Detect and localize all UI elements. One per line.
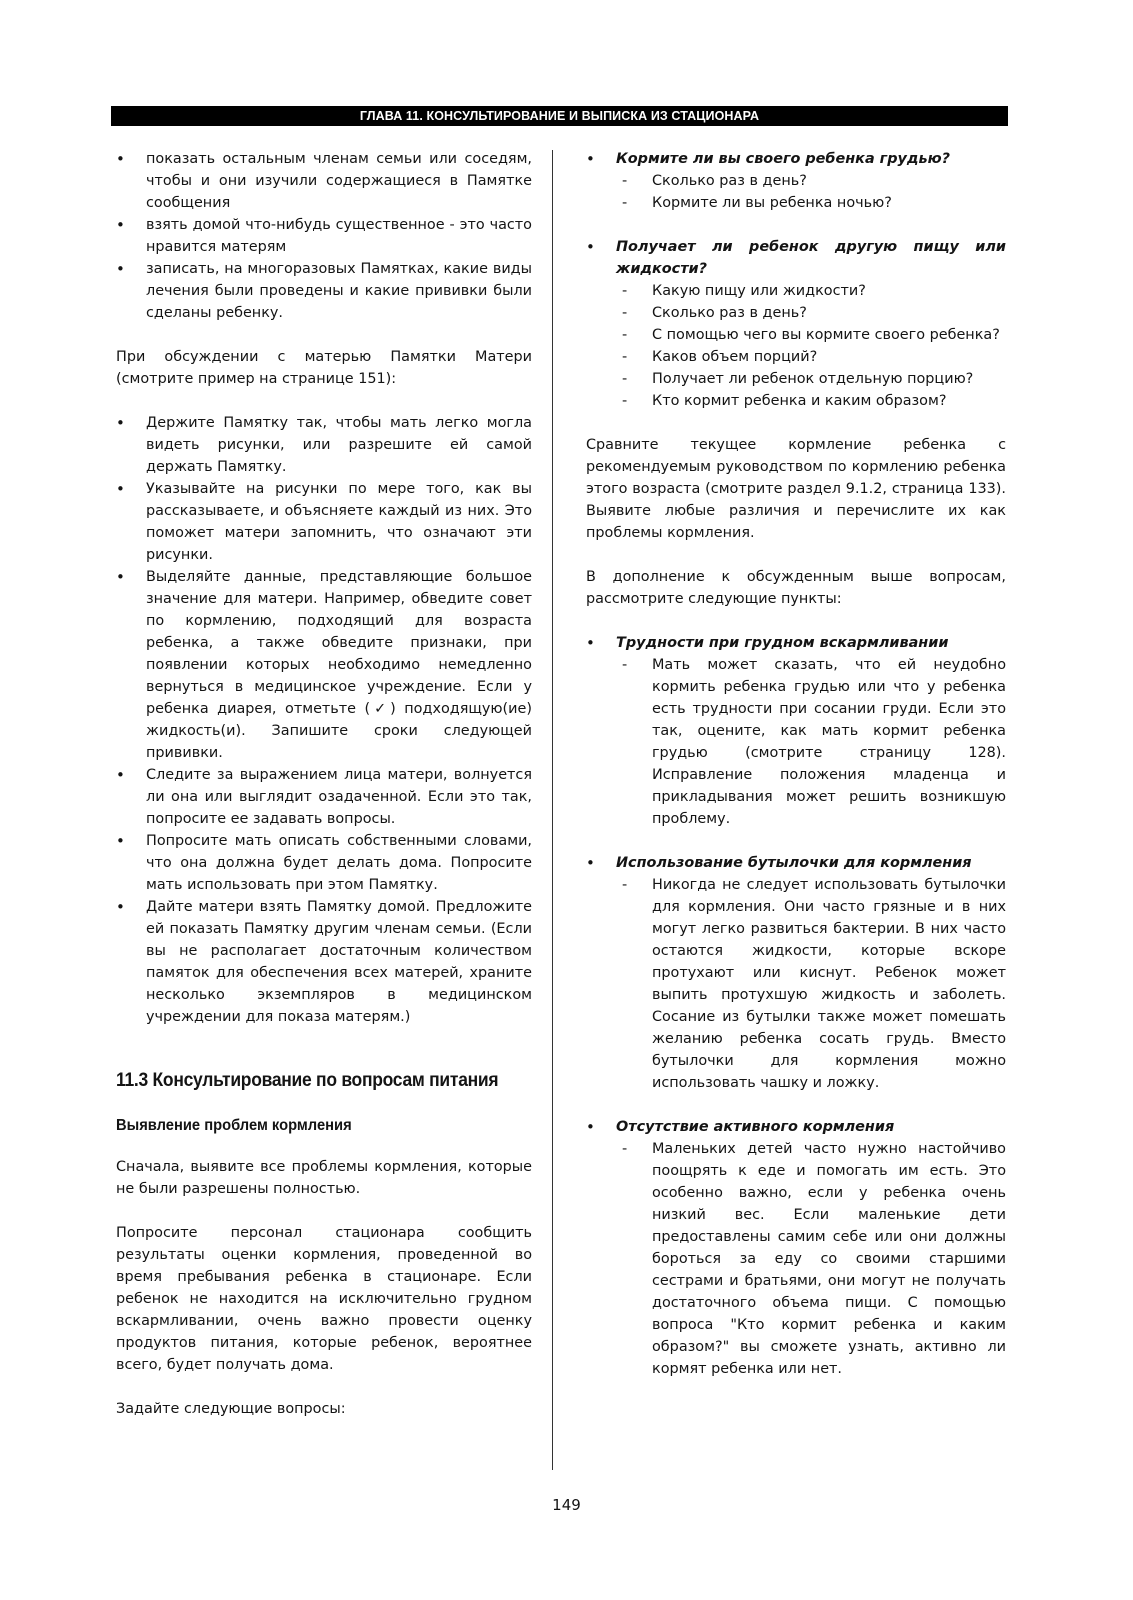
list-item: • Выделяйте данные, представляющие большое значение для матери. Например, обведите совет по кормлению, подходящий для возраста ребенка, а также обведите признаки, при появлении которых необходимо немедленно вернуться в медицинское учреждение. Если у ребенка диарея, отметьте (✓) подходящую(ие) жидкость(и). Запишите сроки следующей прививки.: [116, 566, 532, 764]
right-column: [586, 148, 1006, 1380]
paragraph: Сначала, выявите все проблемы кормления, которые не были разрешены полностью.: [116, 1159, 532, 1197]
paragraph: Сравните текущее кормление ребенка с рекомендуемым руководством по кормлению ребенка этого возраста (смотрите раздел 9.1.2, страница 133). Выявите любые различия и перечислите их как проблемы кормления.: [586, 437, 1006, 541]
list-item: [586, 632, 1006, 830]
sub-list: [616, 1138, 1006, 1380]
page-number: 149: [552, 1496, 581, 1514]
list-item: [586, 236, 1006, 412]
left-column: [116, 148, 532, 1420]
paragraph: Задайте следующие вопросы:: [116, 1401, 346, 1417]
point-list-3: [586, 1116, 1006, 1380]
list-item: [586, 852, 1006, 1094]
list-item: • Указывайте на рисунки по мере того, как вы рассказываете, и объясняете каждый из них. Это поможет матери запомнить, что означают эти рисунки.: [116, 478, 532, 566]
column-divider: [552, 150, 553, 1470]
sub-item: - С помощью чего вы кормите своего ребенка?: [616, 324, 1006, 346]
chapter-header: [111, 106, 1008, 126]
sub-list: [616, 170, 1006, 214]
chapter-title: ГЛАВА 11. КОНСУЛЬТИРОВАНИЕ И ВЫПИСКА ИЗ СТАЦИОНАРА: [359, 109, 760, 123]
sub-list: [616, 874, 1006, 1094]
point-title: Трудности при грудном вскармливании: [616, 635, 949, 651]
sub-list: [616, 280, 1006, 412]
section-heading: 11.3 Консультирование по вопросам питания: [116, 1070, 499, 1091]
list-item: • показать остальным членам семьи или соседям, чтобы и они изучили содержащиеся в Памятке сообщения: [116, 148, 532, 214]
paragraph: Попросите персонал стационара сообщить результаты оценки кормления, проведенной во время пребывания ребенка в стационаре. Если ребенок не находится на исключительно грудном вскармливании, очень важно провести оценку продуктов питания, которые ребенок, вероятнее всего, будет получать дома.: [116, 1225, 532, 1373]
list-item: • Дайте матери взять Памятку домой. Предложите ей показать Памятку другим членам семьи. (Если вы не располагает достаточным количеством памяток для обеспечения всех матерей, храните несколько экземпляров в медицинском учреждении для показа матерям.): [116, 896, 532, 1028]
sub-list: [616, 654, 1006, 830]
list-item: • взять домой что-нибудь существенное - это часто нравится матерям: [116, 214, 532, 258]
paragraph: В дополнение к обсужденным выше вопросам, рассмотрите следующие пункты:: [586, 569, 1006, 607]
point-list-1: [586, 632, 1006, 830]
subsection-heading: Выявление проблем кормления: [116, 1117, 352, 1134]
sub-item: - Сколько раз в день?: [616, 302, 1006, 324]
discussion-bullet-list: [116, 412, 532, 1028]
list-item: • записать, на многоразовых Памятках, какие виды лечения были проведены и какие прививки были сделаны ребенку.: [116, 258, 532, 324]
sub-item: - Мать может сказать, что ей неудобно кормить ребенка грудью или что у ребенка есть трудности при сосании груди. Если это так, оцените, как мать кормит ребенка грудью (смотрите страницу 128). Исправление положения младенца и прикладывания может решить возникшую проблему.: [616, 654, 1006, 830]
list-item: [586, 1116, 1006, 1380]
question-list-1: [586, 148, 1006, 214]
sub-item: - Сколько раз в день?: [616, 170, 1006, 192]
sub-item: - Какую пищу или жидкости?: [616, 280, 1006, 302]
point-title: Использование бутылочки для кормления: [616, 855, 972, 871]
list-item: • Следите за выражением лица матери, волнуется ли она или выглядит озадаченной. Если это так, попросите ее задавать вопросы.: [116, 764, 532, 830]
question-title: Получает ли ребенок другую пищу или жидкости?: [616, 239, 1006, 277]
point-list-2: [586, 852, 1006, 1094]
sub-item: - Никогда не следует использовать бутылочки для кормления. Они часто грязные и в них могут легко развиться бактерии. В них часто остаются жидкости, которые вскоре протухают или киснут. Ребенок может выпить протухшую жидкость и заболеть. Сосание из бутылки также может помешать желанию ребенка сосать грудь. Вместо бутылочки для кормления можно использовать чашку и ложку.: [616, 874, 1006, 1094]
sub-item: - Каков объем порций?: [616, 346, 1006, 368]
sub-item: - Кормите ли вы ребенка ночью?: [616, 192, 1006, 214]
sub-item: - Кто кормит ребенка и каким образом?: [616, 390, 1006, 412]
question-list-2: [586, 236, 1006, 412]
list-item: • Попросите мать описать собственными словами, что она должна будет делать дома. Попросите мать использовать при этом Памятку.: [116, 830, 532, 896]
sub-item: - Маленьких детей часто нужно настойчиво поощрять к еде и помогать им есть. Это особенно важно, если у ребенка очень низкий вес. Если маленькие дети предоставлены самим себе или они должны бороться за еду со своими старшими сестрами и братьями, они могут не получать достаточного объема пищи. С помощью вопроса "Кто кормит ребенка и каким образом?" вы сможете узнать, активно ли кормят ребенка или нет.: [616, 1138, 1006, 1380]
top-bullet-list: [116, 148, 532, 324]
point-title: Отсутствие активного кормления: [616, 1119, 895, 1135]
list-item: [586, 148, 1006, 214]
question-title: Кормите ли вы своего ребенка грудью?: [616, 151, 950, 167]
intro-paragraph: При обсуждении с матерью Памятки Матери (смотрите пример на странице 151):: [116, 349, 532, 387]
list-item: • Держите Памятку так, чтобы мать легко могла видеть рисунки, или разрешите ей самой держать Памятку.: [116, 412, 532, 478]
sub-item: - Получает ли ребенок отдельную порцию?: [616, 368, 1006, 390]
